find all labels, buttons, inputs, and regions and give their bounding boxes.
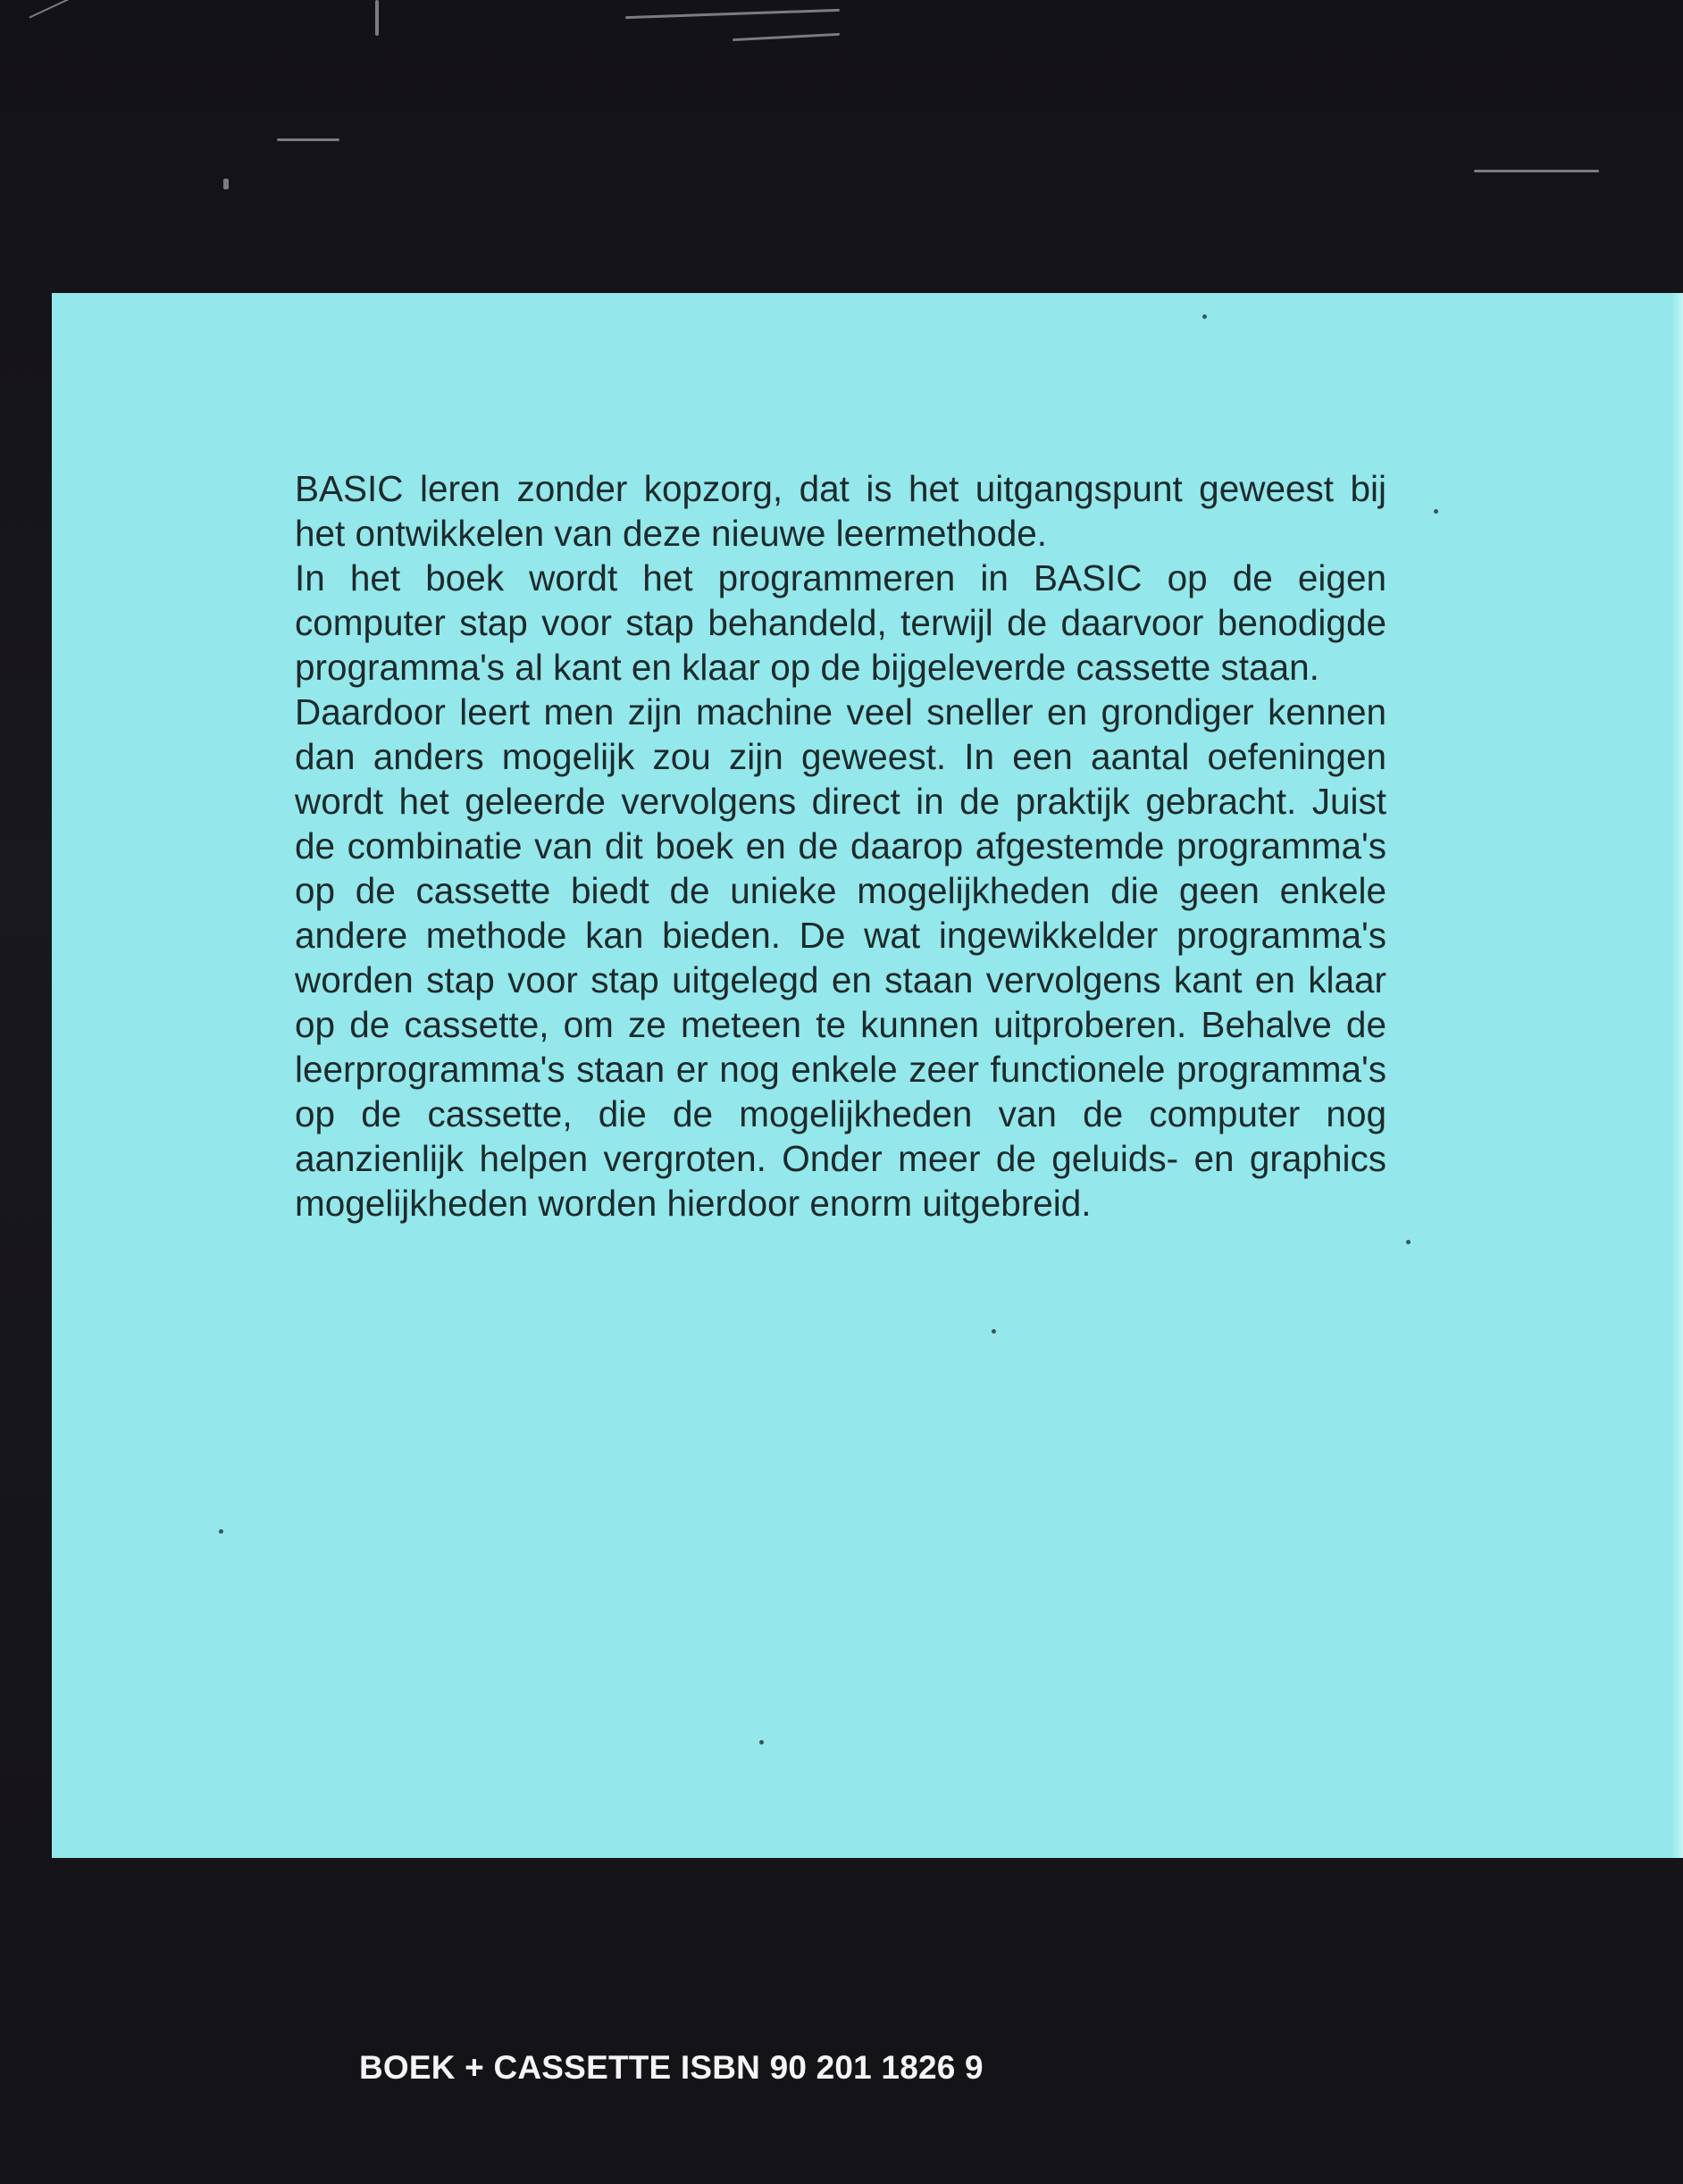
speck [1202,314,1207,319]
speck [219,1529,223,1534]
scuff-mark [223,179,229,189]
isbn-line: BOEK + CASSETTE ISBN 90 201 1826 9 [359,2049,984,2086]
scuff-mark [733,33,840,41]
blurb-text [295,466,1386,1226]
scuff-mark [625,9,840,19]
scuff-mark [375,0,379,36]
blurb-paragraph: BASIC leren zonder kopzorg, dat is het uitgangspunt geweest bij het ontwikkelen van deze nieuwe leermethode. [295,468,1386,554]
speck [1434,509,1438,514]
scuff-mark [1474,170,1599,172]
scuff-mark [277,138,339,141]
blurb-paragraph: In het boek wordt het programmeren in BASIC op de eigen computer stap voor stap behandeld, terwijl de daarvoor benodigde programma's al kant en klaar op de bijgeleverde cassette staan. [295,557,1386,688]
speck [992,1329,996,1334]
panel-edge [1670,293,1683,1858]
speck [1406,1240,1411,1244]
blurb-paragraph: Daardoor leert men zijn machine veel sneller en grondiger kennen dan anders mogelijk zou zijn geweest. In een aantal oefeningen wordt het geleerde vervolgens direct in de praktijk gebracht. Juist de combinatie van dit boek en de daarop afgestemde programma's op de cassette biedt de unieke mogelijkheden die geen enkele andere methode kan bieden. De wat ingewikkelder programma's worden stap voor stap uitgelegd en staan vervolgens kant en klaar op de cassette, om ze meteen te kunnen uitproberen. Behalve de leerprogramma's staan er nog enkele zeer functionele programma's op de cassette, die de mogelijkheden van de computer nog aanzienlijk helpen vergroten. Onder meer de geluids- en graphics mogelijkheden worden hierdoor enorm uitgebreid. [295,691,1386,1224]
speck [759,1740,764,1745]
scuff-mark [29,0,78,19]
